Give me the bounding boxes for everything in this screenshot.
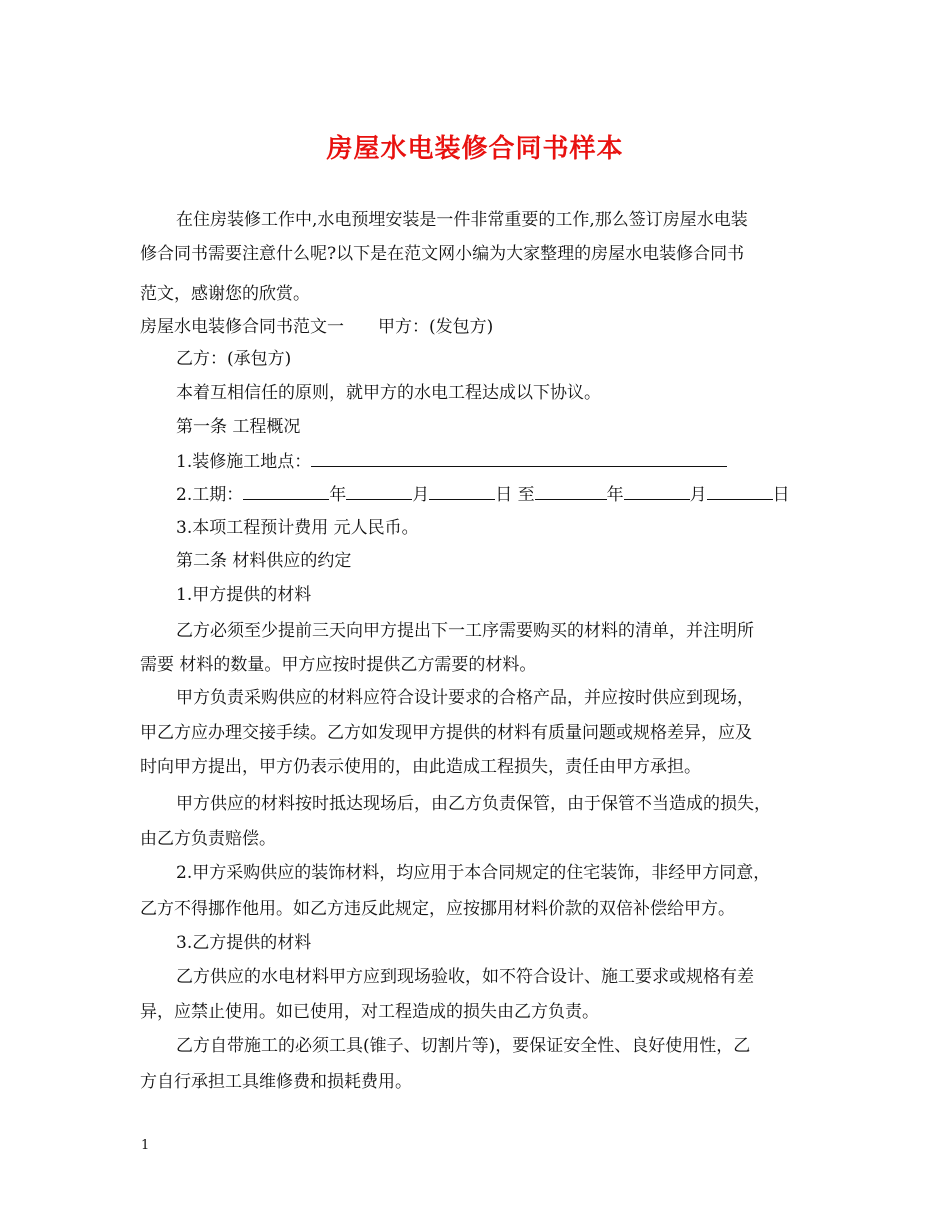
site-location-blank bbox=[311, 450, 727, 467]
period-label: 2.工期： bbox=[176, 485, 244, 505]
estimated-cost-line: 3.本项工程预计费用 元人民币。 bbox=[176, 518, 419, 538]
period-blank bbox=[624, 483, 690, 500]
paragraph-line: 时向甲方提出，甲方仍表示使用的，由此造成工程损失，责任由甲方承担。 bbox=[140, 757, 701, 777]
paragraph-line: 方自行承担工具维修费和损耗费用。 bbox=[140, 1072, 412, 1092]
clause-1-heading: 1.甲方提供的材料 bbox=[176, 585, 312, 605]
period-unit: 日 bbox=[495, 485, 513, 505]
intro-line-3: 范文，感谢您的欣赏。 bbox=[140, 284, 310, 304]
article-2-heading: 第二条 材料供应的约定 bbox=[176, 551, 352, 571]
paragraph-line: 需要 材料的数量。甲方应按时提供乙方需要的材料。 bbox=[140, 655, 537, 675]
paragraph-line: 乙方供应的水电材料甲方应到现场验收，如不符合设计、施工要求或规格有差 bbox=[176, 967, 754, 987]
period-blank bbox=[535, 483, 607, 500]
paragraph-line: 甲乙方应办理交接手续。乙方如发现甲方提供的材料有质量问题或规格差异，应及 bbox=[140, 723, 752, 743]
site-location-line bbox=[176, 450, 727, 473]
paragraph-line: 异，应禁止使用。如已使用，对工程造成的损失由乙方负责。 bbox=[140, 1002, 599, 1022]
period-unit: 日 bbox=[772, 485, 790, 505]
clause-3-heading: 3.乙方提供的材料 bbox=[176, 933, 312, 953]
party-b-line: 乙方：(承包方) bbox=[176, 349, 292, 369]
period-unit: 月 bbox=[689, 485, 707, 505]
intro-line-2: 修合同书需要注意什么呢?以下是在范文网小编为大家整理的房屋水电装修合同书 bbox=[140, 244, 745, 264]
period-blank bbox=[707, 483, 773, 500]
period-unit: 月 bbox=[412, 485, 430, 505]
paragraph-line: 甲方负责采购供应的材料应符合设计要求的合格产品，并应按时供应到现场， bbox=[176, 688, 754, 708]
period-blank bbox=[243, 483, 329, 500]
document-title: 房屋水电装修合同书样本 bbox=[326, 134, 624, 164]
page-number: 1 bbox=[141, 1138, 150, 1153]
period-blank bbox=[346, 483, 412, 500]
paragraph-line: 由乙方负责赔偿。 bbox=[140, 829, 276, 849]
intro-line-1: 在住房装修工作中,水电预埋安装是一件非常重要的工作,那么签订房屋水电装 bbox=[176, 210, 748, 230]
paragraph-line: 乙方自带施工的必须工具(锥子、切割片等)，要保证安全性、良好使用性，乙 bbox=[176, 1036, 751, 1056]
period-unit: 至 bbox=[517, 485, 535, 505]
paragraph-line: 乙方不得挪作他用。如乙方违反此规定，应按挪用材料价款的双倍补偿给甲方。 bbox=[140, 899, 735, 919]
period-unit: 年 bbox=[606, 485, 624, 505]
period-line bbox=[176, 483, 790, 506]
sample-heading-party-a: 房屋水电装修合同书范文一 甲方：(发包方) bbox=[140, 317, 494, 337]
period-unit: 年 bbox=[329, 485, 347, 505]
paragraph-line: 2.甲方采购供应的装饰材料，均应用于本合同规定的住宅装饰，非经甲方同意， bbox=[176, 863, 771, 883]
paragraph-line: 甲方供应的材料按时抵达现场后，由乙方负责保管，由于保管不当造成的损失， bbox=[176, 794, 771, 814]
period-blank bbox=[429, 483, 495, 500]
article-1-heading: 第一条 工程概况 bbox=[176, 417, 301, 437]
agreement-intro: 本着互相信任的原则，就甲方的水电工程达成以下协议。 bbox=[176, 383, 601, 403]
site-location-label: 1.装修施工地点： bbox=[176, 452, 312, 472]
paragraph-line: 乙方必须至少提前三天向甲方提出下一工序需要购买的材料的清单，并注明所 bbox=[176, 621, 754, 641]
